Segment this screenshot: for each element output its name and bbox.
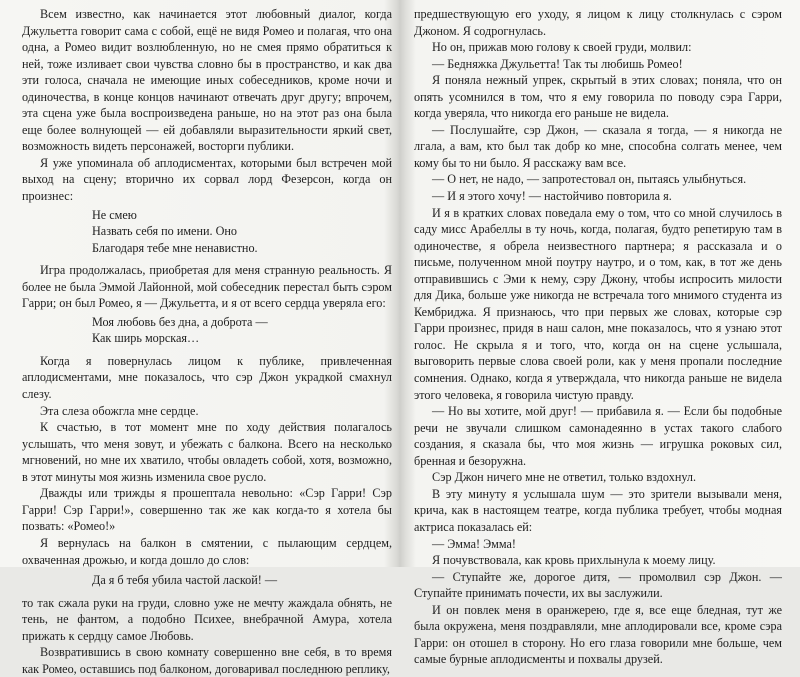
paragraph: Сэр Джон ничего мне не ответил, только вздохнул. (432, 470, 697, 485)
paragraph: — И я этого хочу! — настойчиво повторила я. (432, 189, 672, 204)
paragraph: Когда я повернулась лицом к публике, привлеченная аплодисментами, мне показалось, что сэр Джон украдкой смахнул слезу. (22, 353, 392, 402)
paragraph: И он повлек меня в оранжерею, где я, все еще бледная, тут же была окружена, меня поздравляли, мне аплодировали все, кроме сэра Гарри: он отошел в сторону. Но его глаза говорили мне больше, чем самые бурные аплодисменты и похвалы друзей. (414, 602, 782, 667)
paragraph: то так сжала руки на груди, словно уже не мечту жаждала обнять, не тень, не фантом, а подобно Психее, внебрачной Амура, хотела прижать к сердцу самое Любовь. (22, 595, 392, 643)
paragraph: Всем известно, как начинается этот любовный диалог, когда Джульетта говорит сама с собой, ещё не видя Ромео и полагая, что она одна, а Ромео видит возлюбленную, но не смея прямо обратиться к ней, тоже изливает свои чувства словно бы в пространство, и как два эти голоса, сначала не имеющие иных собеседников, кроме ночи и одиночества, в конце концов начинают отвечать друг другу; впрочем, эта сцена уже была воспроизведена раньше, но на этот раз она была еще более волнующей — ей добавляли выразительности яркий свет, возможность видеть персонажей, восторги публики. (22, 7, 392, 154)
verse-line: Не смею (92, 207, 137, 222)
verse-line: Да я б тебя убила частой лаской! — (92, 573, 278, 588)
paragraph: — О нет, не надо, — запротестовал он, пытаясь улыбнуться. (432, 172, 747, 187)
paragraph: Я почувствовала, как кровь прихлынула к моему лицу. (432, 553, 716, 568)
right-page (414, 6, 782, 668)
verse-line: Моя любовь без дна, а доброта — (92, 314, 268, 329)
paragraph: И я в кратких словах поведала ему о том, что со мной случилось в саду мисс Арабеллы в ту ночь, когда, полагая, будто репетирую там в одиночестве, я обрела неизвестного партнера; я рассказала и о письме, полученном мной поутру наутро, и о том, как, в тот же день отправившись с Эми к нему, сэру Джону, чтобы испросить милости для Дика, больше уже никогда не встречала того мнимого студента из Кембриджа. Я признаюсь, что при первых же словах, которые сэр Гарри произнес, придя в наш салон, мне показалось, что я узнаю этот голос. Не скрыла я и того, что, когда он на сцене услышала, выговорить первые слова своей роли, как у меня пропали последние сомнения. Однако, когда я утверждала, что никогда раньше не видела этого человека, я говорила чистую правду. (414, 205, 782, 402)
verse-line: Как ширь морская… (92, 331, 200, 346)
paragraph: Игра продолжалась, приобретая для меня странную реальность. Я более не была Эммой Лайонной, мой собеседник перестал быть сэром Гарри; он был Ромео, я — Джульетта, и я от всего сердца уверяла его: (22, 263, 392, 311)
verse-block (92, 207, 392, 257)
paragraph: Я поняла нежный упрек, скрытый в этих словах; поняла, что он опять усомнился в том, что я ему говорила по поводу сэра Гарри, когда уверяла, что никогда его раньше не видела. (414, 73, 782, 121)
verse-line: Назвать себя по имени. Оно (92, 224, 238, 239)
verse-block (92, 314, 392, 347)
paragraph: — Послушайте, сэр Джон, — сказала я тогда, — я никогда не лгала, а вам, кто был так добр ко мне, способна солгать менее, чем кому бы то ни было. Я расскажу вам все. (414, 122, 782, 170)
paragraph: Я вернулась на балкон в смятении, с пылающим сердцем, охваченная дрожью, и когда дошло до слов: (22, 535, 392, 567)
paragraph: К счастью, в тот момент мне по ходу действия полагалось услышать, что меня зовут, и убежать с балкона. Всего на несколько мгновений, но мне их хватило, чтобы овладеть собой, хотя, возможно, в этот минуты моя жизнь изменила свое русло. (22, 420, 392, 484)
verse-block (92, 572, 392, 589)
paragraph: В эту минуту я услышала шум — это зрители вызывали меня, крича, как в настоящем театре, когда публика требует, чтобы модная актриса показалась ей: (414, 486, 782, 534)
paragraph: Я уже упоминала об аплодисментах, которыми был встречен мой выход на сцену; вторично их сорвал лорд Фезерсон, когда он произнес: (22, 155, 392, 204)
paragraph: предшествующую его уходу, я лицом к лицу столкнулась с сэром Джоном. Я содрогнулась. (414, 7, 782, 38)
paragraph: Эта слеза обожгла мне сердце. (40, 403, 199, 418)
verse-line: Благодаря тебе мне ненавистно. (92, 240, 258, 255)
paragraph: — Бедняжка Джульетта! Так ты любишь Ромео! (432, 56, 683, 71)
paragraph: Но он, прижав мою голову к своей груди, молвил: (432, 40, 692, 55)
paragraph: Возвратившись в свою комнату совершенно вне себя, в то время как Ромео, оставшись под балконом, договаривал последнюю реплику, (22, 645, 392, 676)
paragraph: — Но вы хотите, мой друг! — прибавила я. — Если бы подобные речи не звучали слишком самонадеянно в устах такого слабого создания, я сказала бы, что моя жизнь — игрушка роковых сил, бренная и безоружна. (414, 404, 782, 468)
paragraph: — Ступайте же, дорогое дитя, — промолвил сэр Джон. — Ступайте принимать почести, их вы заслужили. (414, 569, 782, 601)
paragraph: Дважды или трижды я прошептала невольно: «Сэр Гарри! Сэр Гарри! Сэр Гарри!», совершенно так же как когда-то я хотела бы позвать: «Ромео!» (22, 486, 392, 534)
left-page (22, 6, 392, 677)
paragraph: — Эмма! Эмма! (432, 536, 516, 551)
